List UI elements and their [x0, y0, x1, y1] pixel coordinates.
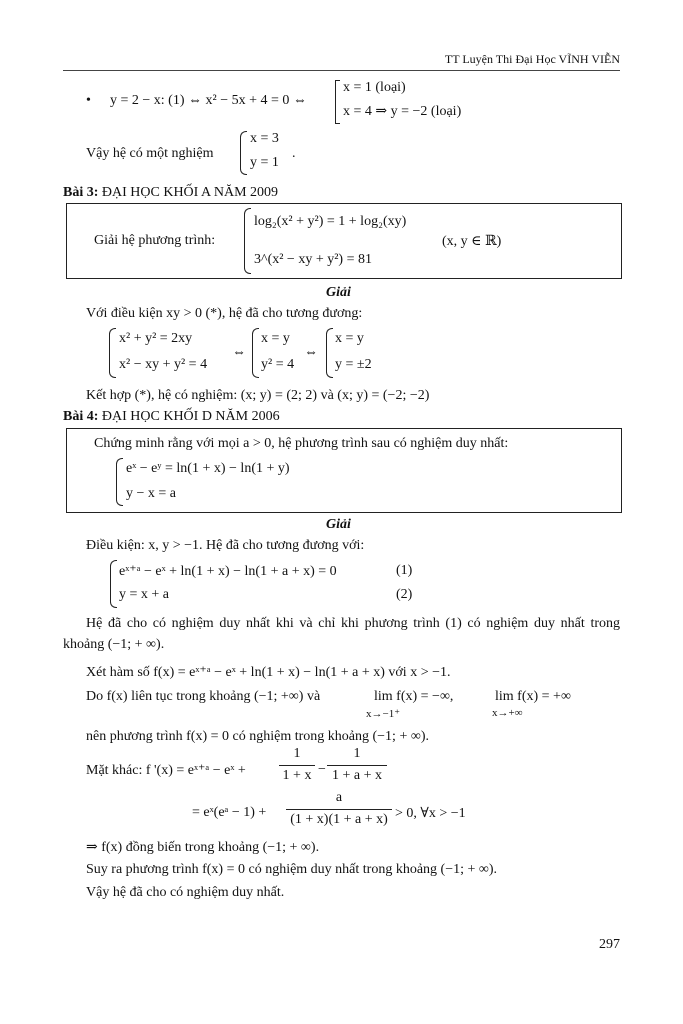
page-number: 297: [599, 937, 620, 952]
bai4-paragraph: Hệ đã cho có nghiệm duy nhất khi và chỉ khi phương trình (1) có nghiệm duy nhất trong khoảng (−1; + ∞).: [63, 616, 620, 652]
solution-brace: [240, 131, 247, 175]
case-bracket: [335, 80, 340, 124]
minus-sign: −: [318, 762, 326, 777]
equation-2-number: (2): [396, 587, 413, 602]
bai4-prompt: Chứng minh rằng với mọi a > 0, hệ phương trình sau có nghiệm duy nhất:: [94, 436, 509, 451]
frac3-line: [286, 809, 392, 810]
step3-eq2: y = ±2: [335, 357, 372, 372]
frac3-denominator: (1 + x)(1 + a + x): [290, 812, 388, 827]
step3-brace: [326, 328, 333, 378]
equiv-arrow-1: ⇔: [232, 345, 246, 360]
final-conclusion: Vậy hệ đã cho có nghiệm duy nhất.: [86, 885, 285, 900]
case-2: x = 4 ⇒ y = −2 (loại): [343, 104, 462, 119]
header-rule: [63, 70, 620, 71]
bai3-condition: Với điều kiện xy > 0 (*), hệ đã cho tương đương:: [86, 306, 363, 321]
step2-brace: [252, 328, 259, 378]
bai4-title: [63, 409, 280, 425]
limit-right-sub: x→+∞: [492, 707, 523, 719]
continuity-text: Do f(x) liên tục trong khoảng (−1; +∞) và: [86, 689, 321, 704]
frac3-numerator: a: [335, 790, 343, 805]
bai3-system-brace: [244, 208, 251, 274]
bullet-equation: y = 2 − x: (1) ⇔ x² − 5x + 4 = 0 ⇔: [110, 93, 307, 108]
limit-right: lim f(x) = +∞: [495, 689, 571, 704]
running-header: TT Luyện Thi Đại Học VĨNH VIỄN: [444, 52, 620, 66]
step1-brace: [109, 328, 116, 378]
bai3-solution-heading: Giải: [326, 285, 351, 300]
bai4-eq1: eˣ − eʸ = ln(1 + x) − ln(1 + y): [126, 461, 290, 476]
step2-eq2: y² = 4: [261, 357, 295, 372]
bai3-heading: ĐẠI HỌC KHỐI A NĂM 2009: [98, 185, 279, 200]
increasing-text: ⇒ f(x) đồng biến trong khoảng (−1; + ∞).: [86, 840, 320, 855]
frac1-denominator: 1 + x: [282, 768, 312, 783]
equation-1-number: (1): [396, 563, 413, 578]
derivative-simplified: = eˣ(eᵃ − 1) +: [192, 805, 267, 820]
bai4-condition: Điều kiện: x, y > −1. Hệ đã cho tương đương với:: [86, 538, 365, 553]
bai4-eq2: y − x = a: [126, 486, 177, 501]
frac2-numerator: 1: [353, 746, 361, 761]
derivative-positive: > 0, ∀x > −1: [395, 806, 466, 821]
equation-2: y = x + a: [119, 587, 170, 602]
bai4-number: Bài 4:: [63, 409, 99, 424]
existence-text: nên phương trình f(x) = 0 có nghiệm trong khoảng (−1; + ∞).: [86, 729, 429, 744]
limit-left: lim f(x) = −∞,: [374, 689, 454, 704]
frac1-line: [279, 765, 315, 766]
bullet: •: [86, 93, 91, 108]
step2-eq1: x = y: [261, 331, 290, 346]
bai3-result: Kết hợp (*), hệ có nghiệm: (x; y) = (2; 2) và (x; y) = (−2; −2): [86, 388, 430, 403]
bai4-solution-heading: Giải: [326, 517, 351, 532]
frac1-numerator: 1: [293, 746, 301, 761]
equiv-system-brace: [110, 560, 117, 608]
bai3-domain: (x, y ∈ ℝ): [442, 234, 502, 249]
bai4-heading: ĐẠI HỌC KHỐI D NĂM 2006: [98, 409, 280, 424]
bai4-system-brace: [116, 458, 123, 506]
equation-1: eˣ⁺ᵃ − eˣ + ln(1 + x) − ln(1 + a + x) = 0: [119, 564, 337, 579]
bai3-number: Bài 3:: [63, 185, 99, 200]
frac2-denominator: 1 + a + x: [331, 768, 382, 783]
solution-dot: .: [292, 146, 296, 161]
bai3-eq2: 3^(x² − xy + y²) = 81: [254, 252, 372, 267]
function-definition: Xét hàm số f(x) = eˣ⁺ᵃ − eˣ + ln(1 + x) − ln(1 + a + x) với x > −1.: [86, 665, 451, 680]
bai3-eq1: log₂(x² + y²) = 1 + log₂(xy): [254, 214, 407, 229]
bai3-prompt: Giải hệ phương trình:: [94, 233, 216, 248]
step1-eq1: x² + y² = 2xy: [119, 331, 193, 346]
step3-eq1: x = y: [335, 331, 364, 346]
limit-left-sub: x→−1⁺: [366, 708, 401, 720]
case-1: x = 1 (loại): [343, 80, 406, 95]
unique-root-text: Suy ra phương trình f(x) = 0 có nghiệm duy nhất trong khoảng (−1; + ∞).: [86, 862, 498, 877]
equiv-arrow-2: ⇔: [304, 345, 318, 360]
solution-y: y = 1: [250, 155, 279, 170]
step1-eq2: x² − xy + y² = 4: [119, 357, 208, 372]
conclusion-text: Vậy hệ có một nghiệm: [86, 146, 214, 161]
derivative-line: Mặt khác: f '(x) = eˣ⁺ᵃ − eˣ +: [86, 763, 246, 778]
frac2-line: [327, 765, 387, 766]
solution-x: x = 3: [250, 131, 279, 146]
bai3-title: [63, 185, 278, 201]
